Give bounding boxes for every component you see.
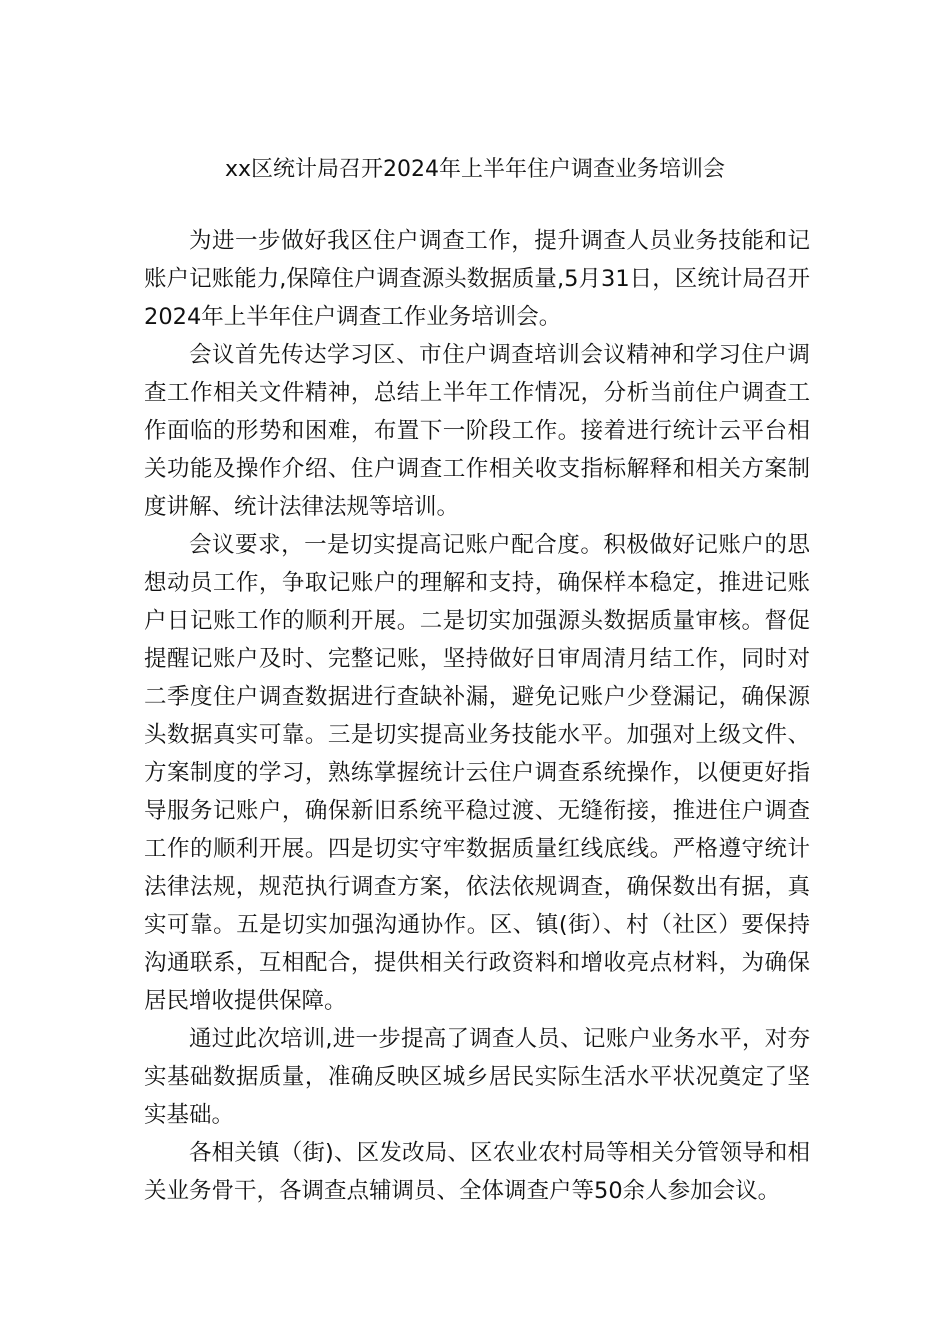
paragraph-intro: 为进一步做好我区住户调查工作，提升调查人员业务技能和记账户记账能力,保障住户调查源头数据质量,5月31日，区统计局召开2024年上半年住户调查工作业务培训会。	[144, 228, 810, 330]
paragraph-meeting-content: 会议首先传达学习区、市住户调查培训会议精神和学习住户调查工作相关文件精神，总结上半年工作情况，分析当前住户调查工作面临的形势和困难，布置下一阶段工作。接着进行统计云平台相关功能及操作介绍、住户调查工作相关收支指标解释和相关方案制度讲解、统计法律法规等培训。	[144, 342, 810, 520]
paragraph-requirements: 会议要求，一是切实提高记账户配合度。积极做好记账户的思想动员工作，争取记账户的理解和支持，确保样本稳定，推进记账户日记账工作的顺利开展。二是切实加强源头数据质量审核。督促提醒记账户及时、完整记账，坚持做好日审周清月结工作，同时对二季度住户调查数据进行查缺补漏，避免记账户少登漏记，确保源头数据真实可靠。三是切实提高业务技能水平。加强对上级文件、方案制度的学习，熟练掌握统计云住户调查系统操作，以便更好指导服务记账户，确保新旧系统平稳过渡、无缝衔接，推进住户调查工作的顺利开展。四是切实守牢数据质量红线底线。严格遵守统计法律法规，规范执行调查方案，依法依规调查，确保数出有据，真实可靠。五是切实加强沟通协作。区、镇(街）、村（社区）要保持沟通联系，互相配合，提供相关行政资料和增收亮点材料，为确保居民增收提供保障。	[144, 532, 810, 1014]
paragraph-outcome: 通过此次培训,进一步提高了调查人员、记账户业务水平，对夯实基础数据质量，准确反映区城乡居民实际生活水平状况奠定了坚实基础。	[144, 1026, 810, 1128]
document-title: xx区统计局召开2024年上半年住户调查业务培训会	[224, 157, 726, 182]
paragraph-attendees: 各相关镇（街)、区发改局、区农业农村局等相关分管领导和相关业务骨干，各调查点辅调员、全体调查户等50余人参加会议。	[144, 1140, 810, 1204]
document-body	[144, 222, 810, 1210]
